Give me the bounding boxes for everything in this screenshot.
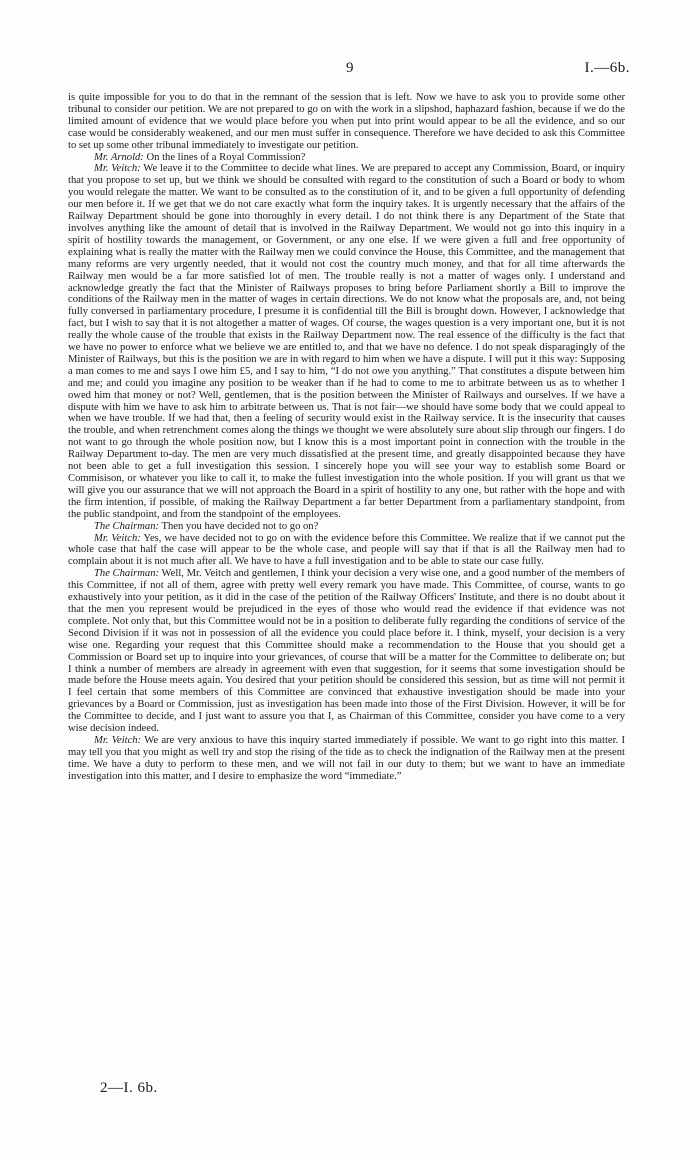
speaker-label: The Chairman: <box>94 520 160 532</box>
paragraph-text: Yes, we have decided not to go on with the evidence before this Committee. We realize that if we cannot put the whole case that half the case will appear to be the whole case, and people will say that if that is all the Railway men had to complain about it is not much after all. We have to have a full investigation and to be able to state our case fully. <box>68 532 625 568</box>
paragraph-4 <box>68 533 625 569</box>
transcript-body <box>68 92 625 783</box>
paragraph-0 <box>68 92 625 152</box>
paragraph-1 <box>68 152 625 164</box>
paragraph-text: We leave it to the Committee to decide what lines. We are prepared to accept any Commission, Board, or inquiry that you propose to set up, but we think we should be consulted with regard to the constitution of such a Board or body to whom you would relegate the matter. We want to be consulted as to the constitution of it, and to be given a full opportunity of defending our men before it. If we get that we do not care exactly what form the inquiry takes. It is urgently necessary that the affairs of the Railway Department should be gone into thoroughly in every detail. I do not think there is any Department of the State that involves anything like the amount of detail that is involved in the Railway Department. We would not go into this inquiry in a spirit of hostility towards the management, or Government, or any one else. If we were given a full and free opportunity of explaining what is really the matter with the Railway men we could convince the House, this Committee, and the management that many reforms are very urgently needed, that it would not cost the country much money, and that for all time afterwards the Railway men would be a far more satisfied lot of men. The trouble really is not a matter of wages only. I understand and acknowledge greatly the fact that the Minister of Railways proposes to bring before Parliament shortly a Bill to improve the conditions of the Railway men in the matter of wages in certain directions. We do not know what the proposals are, and, not being fully conversed in parliamentary procedure, I presume it is confidential till the Bill is brought down. However, I acknowledge that fact, but I wish to say that it is not altogether a matter of wages. Of course, the wages question is a very important one, but it is not really the whole cause of the trouble that exists in the Railway Department now. The real essence of the difficulty is the fact that we have no power to enforce what we believe we are entitled to, and that we have no defence. I do not speak disparagingly of the Minister of Railways, but this is the position we are in with regard to him when we have a dispute. I will put it this way: Supposing a man comes to me and says I owe him £5, and I say to him, “I do not owe you anything.” That constitutes a dispute between him and me; and could you imagine any position to be weaker than if he had to come to me to arbitrate between us as to whether I owed him that money or not? Well, gentlemen, that is the position between the Minister of Railways and ourselves. If we have a dispute with him we have to ask him to arbitrate between us. That is not fair—we should have some body that we could appeal to when we have trouble. If we had that, then a feeling of security would exist in the Railway service. It is the insecurity that causes the trouble, and when retrenchment comes along the things we thought we were absolutely sure about slip through our fingers. I do not want to go through the whole position now, but I know this is a most important point in connection with the trouble in the Railway Department to-day. The men are very much dissatisfied at the present time, and greatly disappointed because they have not been able to get a full investigation this session. I sincerely hope you will see your way to establish some Board or Commisison, or whatever you like to call it, to make the fullest investigation into the whole position. If you will grant us that we will give you our assurance that we will not approach the Board in a spirit of hostility to any one, but rather with the hope and with the firm intention, if possible, of making the Railway Department a far better Department from a parliamentary standpoint, from the public standpoint, and from the standpoint of the employees. <box>68 163 625 520</box>
paragraph-2 <box>68 163 625 520</box>
signature-mark: 2—I. 6b. <box>100 1080 158 1096</box>
paragraph-text: is quite impossible for you to do that in the remnant of the session that is left. Now we have to ask you to provide some other tribunal to consider our petition. We are not prepared to go on with the work in a slipshod, haphazard fashion, because if we do the limited amount of evidence that we would place before you when put into print would appear to be all the evidence, and so our case would be considerably weakened, and our men must suffer in consequence. Therefore we have decided to ask this Committee to set up some other tribunal immediately to investigate our petition. <box>68 92 625 151</box>
page-number: 9 <box>346 60 354 76</box>
paragraph-text: We are very anxious to have this inquiry started immediately if possible. We want to go right into this matter. I may tell you that you might as well try and stop the rising of the tide as to check the indignation of the Railway men at the present time. We have a duty to perform to these men, and we will not fail in our duty to them; but we want to have an immediate investigation into this matter, and I desire to emphasize the word “immediate.” <box>68 734 625 782</box>
speaker-label: Mr. Veitch: <box>94 734 142 746</box>
paragraph-3 <box>68 521 625 533</box>
paragraph-text: Then you have decided not to go on? <box>159 520 319 532</box>
speaker-label: Mr. Arnold: <box>94 151 144 163</box>
paragraph-5 <box>68 568 625 735</box>
speaker-label: Mr. Veitch: <box>94 163 141 175</box>
speaker-label: The Chairman: <box>94 568 160 580</box>
document-code: I.—6b. <box>584 60 630 76</box>
paragraph-text: On the lines of a Royal Commission? <box>143 151 306 163</box>
paragraph-text: Well, Mr. Veitch and gentlemen, I think your decision a very wise one, and a good number of the members of this Committee, if not all of them, agree with pretty well every remark you have made. This Committee, of course, wants to go exhaustively into your petition, as it did in the case of the petition of the Railway Officers' Institute, and there is no doubt about it that the men you represent would be prejudiced in the eyes of those who would read the evidence if that evidence was not complete. Not only that, but this Committee would not be in a position to deliberate fully regarding the conditions of service of the Second Division if it was not in possession of all the evidence you could place before it. I think, myself, your decision is a very wise one. Regarding your request that this Committee should make a recommendation to the House that you should get a Commission or Board set up to inquire into your grievances, of course that will be a matter for the Committee to deliberate on; but I think a number of members are already in agreement with even that suggestion, for it seems that some investigation should be made before the House meets again. You desired that your petition should be considered this session, but as time will not permit it I feel certain that some members of this Committee are convinced that exhaustive investigation should be made into your grievances by a Board or Commission, just as investigation has been made into those of the First Division. However, it will be for the Committee to decide, and I just want to assure you that I, as Chairman of this Committee, consider you have come to a very wise decision indeed. <box>68 568 625 735</box>
paragraph-6 <box>68 735 625 783</box>
speaker-label: Mr. Veitch: <box>94 532 141 544</box>
